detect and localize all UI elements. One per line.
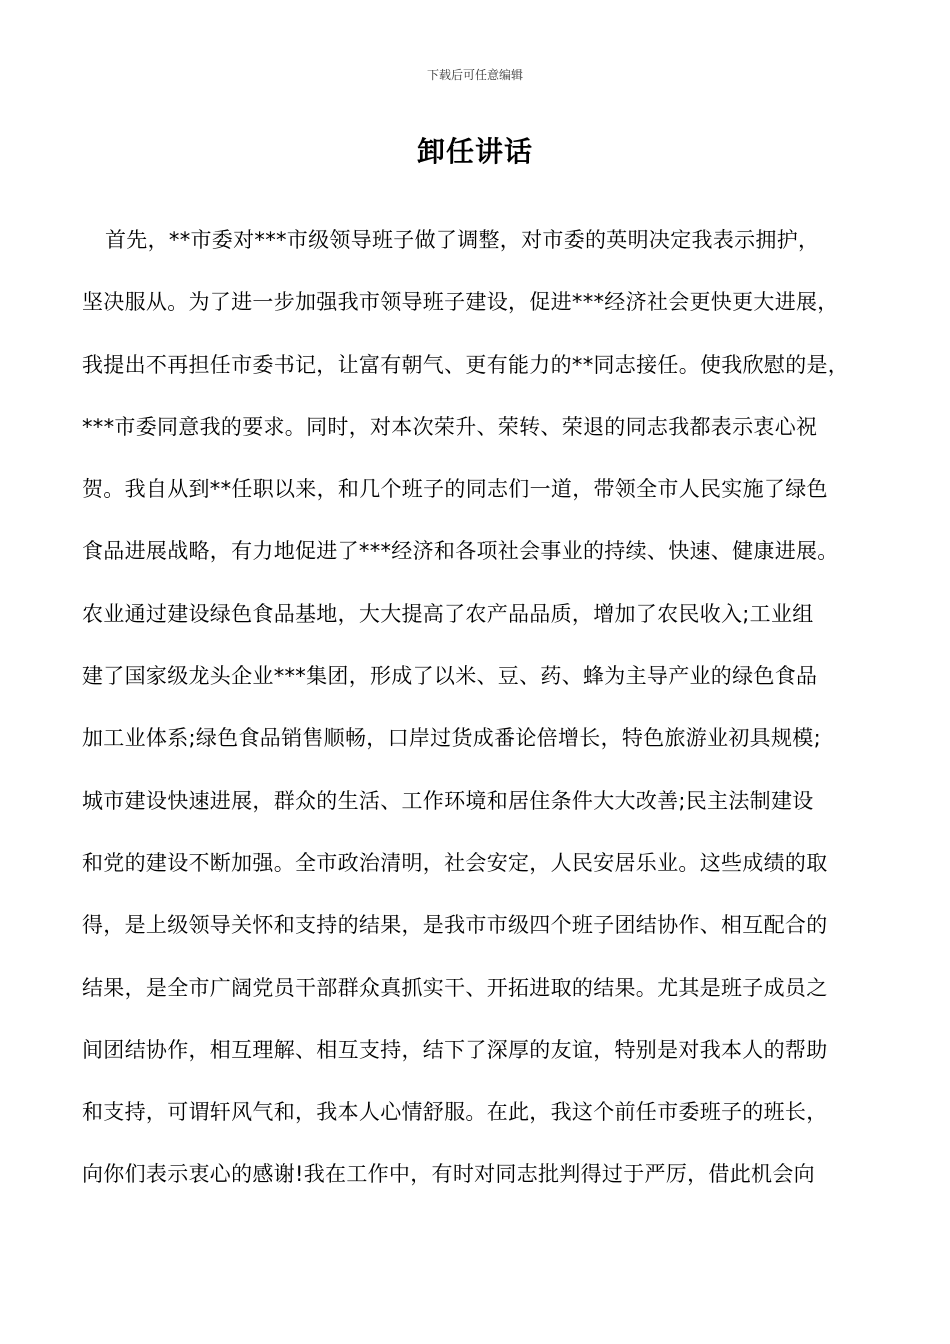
body-line: 得，是上级领导关怀和支持的结果，是我市市级四个班子团结协作、相互配合的 <box>82 913 828 938</box>
body-line: 建了国家级龙头企业***集团，形成了以米、豆、药、蜂为主导产业的绿色食品 <box>82 664 818 689</box>
body-line: 和党的建设不断加强。全市政治清明，社会安定，人民安居乐业。这些成绩的取 <box>82 850 828 875</box>
body-line: 结果，是全市广阔党员干部群众真抓实干、开拓进取的结果。尤其是班子成员之 <box>82 975 828 1000</box>
body-line: 和支持，可谓轩风气和，我本人心情舒服。在此，我这个前任市委班子的班长， <box>82 1100 828 1125</box>
body-line: 加工业体系;绿色食品销售顺畅，口岸过货成番论倍增长，特色旅游业初具规模; <box>82 726 821 751</box>
document-title: 卸任讲话 <box>416 135 533 168</box>
body-line: 食品进展战略，有力地促进了***经济和各项社会事业的持续、快速、健康进展。 <box>82 539 839 564</box>
body-line: 间团结协作，相互理解、相互支持，结下了深厚的友谊，特别是对我本人的帮助 <box>82 1037 828 1062</box>
body-line: 坚决服从。为了进一步加强我市领导班子建设，促进***经济社会更快更大进展， <box>82 290 839 315</box>
body-line: 农业通过建设绿色食品基地，大大提高了农产品品质，增加了农民收入;工业组 <box>82 601 814 626</box>
header-note: 下载后可任意编辑 <box>426 68 523 82</box>
body-line: ***市委同意我的要求。同时，对本次荣升、荣转、荣退的同志我都表示衷心祝 <box>82 414 818 439</box>
body-line: 贺。我自从到**任职以来，和几个班子的同志们一道，带领全市人民实施了绿色 <box>82 477 828 502</box>
body-line: 我提出不再担任市委书记，让富有朝气、更有能力的**同志接任。使我欣慰的是， <box>82 352 850 377</box>
body-line: 城市建设快速进展，群众的生活、工作环境和居住条件大大改善;民主法制建设 <box>82 788 814 813</box>
document-body <box>82 222 882 1219</box>
body-line: 首先，**市委对***市级领导班子做了调整，对市委的英明决定我表示拥护， <box>105 228 820 252</box>
body-line: 向你们表示衷心的感谢!我在工作中，有时对同志批判得过于严厉，借此机会向 <box>82 1162 815 1187</box>
